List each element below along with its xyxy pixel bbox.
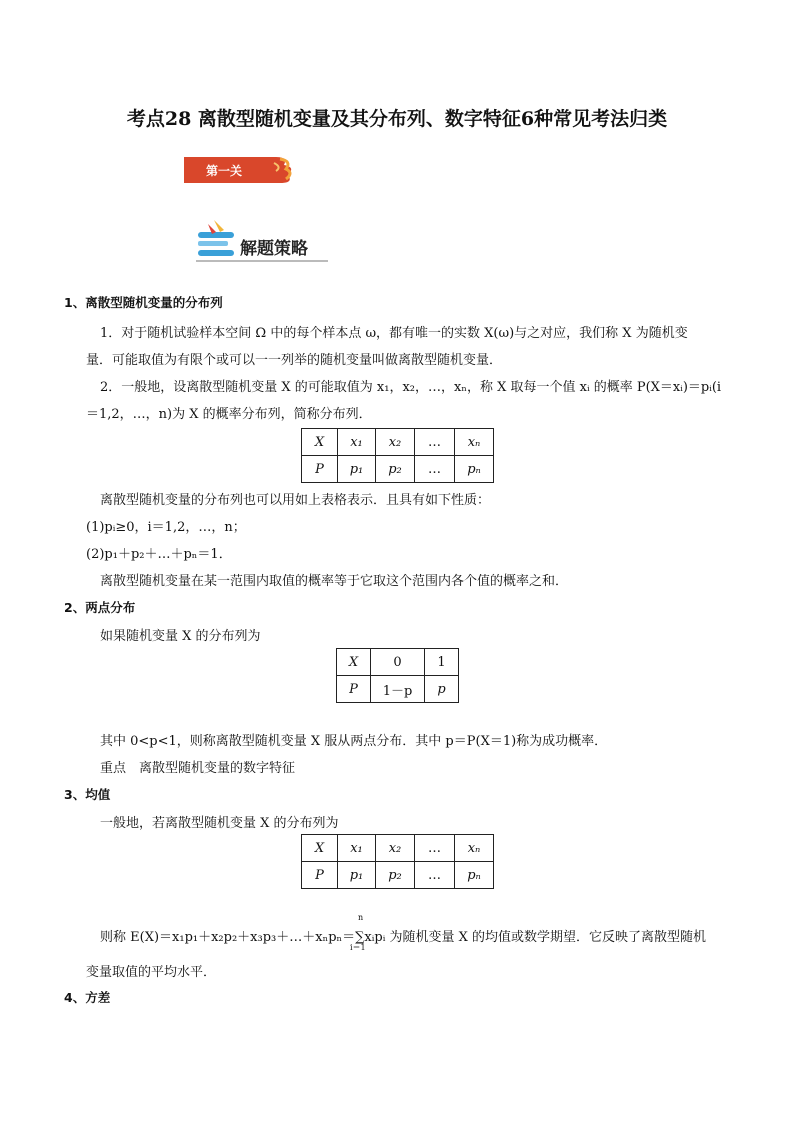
table-cell: … bbox=[415, 862, 455, 889]
table-cell: 1－p bbox=[371, 676, 425, 703]
table-cell: xₙ bbox=[455, 429, 494, 456]
s3-paragraph-2: 则称 E(X)＝x₁p₁＋x₂p₂＋x₃p₃＋…＋xₙpₙ＝∑xᵢpᵢ 为随机变量 X 的均值或数学期望．它反映了离散型随机 bbox=[100, 930, 706, 945]
table-cell: 1 bbox=[425, 649, 459, 676]
s2-paragraph-1: 如果随机变量 X 的分布列为 bbox=[100, 629, 261, 644]
table-cell: xₙ bbox=[455, 835, 494, 862]
table-cell: p₁ bbox=[338, 456, 376, 483]
table-cell: p₁ bbox=[338, 862, 376, 889]
distribution-table-3 bbox=[301, 834, 494, 889]
table-cell: … bbox=[415, 835, 455, 862]
page-title: 考点28 离散型随机变量及其分布列、数字特征6种常见考法归类 bbox=[126, 108, 668, 130]
table-cell: x₂ bbox=[376, 835, 415, 862]
s1-paragraph-1a: 1．对于随机试验样本空间 Ω 中的每个样本点 ω，都有唯一的实数 X(ω)与之对应，我们称 X 为随机变 bbox=[100, 326, 688, 341]
table-cell: P bbox=[337, 676, 371, 703]
sum-upper-limit: n bbox=[358, 913, 364, 922]
table-cell: x₁ bbox=[338, 429, 376, 456]
s3-paragraph-1: 一般地，若离散型随机变量 X 的分布列为 bbox=[100, 816, 339, 831]
strategy-label: 解题策略 bbox=[240, 239, 308, 259]
table-cell: P bbox=[302, 456, 338, 483]
table-cell: p₂ bbox=[376, 862, 415, 889]
table-cell: x₂ bbox=[376, 429, 415, 456]
s2-paragraph-2: 其中 0<p<1，则称离散型随机变量 X 服从两点分布．其中 p＝P(X＝1)称为成功概率． bbox=[100, 734, 608, 749]
s1-paragraph-2a: 2．一般地，设离散型随机变量 X 的可能取值为 x₁，x₂，…，xₙ，称 X 取每一个值 xᵢ 的概率 P(X＝xᵢ)＝pᵢ(i bbox=[100, 380, 722, 395]
level-banner bbox=[184, 153, 296, 187]
section-4-heading: 4、方差 bbox=[64, 990, 111, 1005]
s1-paragraph-4: 离散型随机变量在某一范围内取值的概率等于它取这个范围内各个值的概率之和． bbox=[100, 574, 569, 589]
key-point-label: 重点 离散型随机变量的数字特征 bbox=[100, 761, 296, 776]
strategy-badge bbox=[194, 218, 334, 268]
s1-paragraph-1b: 量．可能取值为有限个或可以一一列举的随机变量叫做离散型随机变量． bbox=[86, 353, 503, 368]
table-cell: x₁ bbox=[338, 835, 376, 862]
table-cell: X bbox=[337, 649, 371, 676]
section-3-heading: 3、均值 bbox=[64, 787, 111, 802]
table-cell: … bbox=[415, 456, 455, 483]
table-cell: pₙ bbox=[455, 456, 494, 483]
distribution-table-1 bbox=[301, 428, 494, 483]
section-1-heading: 1、离散型随机变量的分布列 bbox=[64, 295, 223, 310]
table-cell: … bbox=[415, 429, 455, 456]
table-cell: p₂ bbox=[376, 456, 415, 483]
banner-label: 第一关 bbox=[206, 164, 243, 178]
s1-paragraph-3: 离散型随机变量的分布列也可以用如上表格表示．且具有如下性质： bbox=[100, 493, 491, 508]
table-cell: X bbox=[302, 429, 338, 456]
section-2-heading: 2、两点分布 bbox=[64, 600, 136, 615]
table-cell: P bbox=[302, 862, 338, 889]
s1-property-2: (2)p₁＋p₂＋…＋pₙ＝1． bbox=[86, 547, 232, 562]
distribution-table-2 bbox=[336, 648, 459, 703]
table-cell: p bbox=[425, 676, 459, 703]
s1-paragraph-2b: ＝1,2，…，n)为 X 的概率分布列，简称分布列． bbox=[86, 407, 372, 422]
s1-property-1: (1)pᵢ≥0，i＝1,2，…，n； bbox=[86, 520, 246, 535]
s3-paragraph-3: 变量取值的平均水平． bbox=[86, 965, 217, 980]
table-cell: X bbox=[302, 835, 338, 862]
table-cell: pₙ bbox=[455, 862, 494, 889]
sum-lower-limit: i＝1 bbox=[350, 943, 366, 952]
table-cell: 0 bbox=[371, 649, 425, 676]
